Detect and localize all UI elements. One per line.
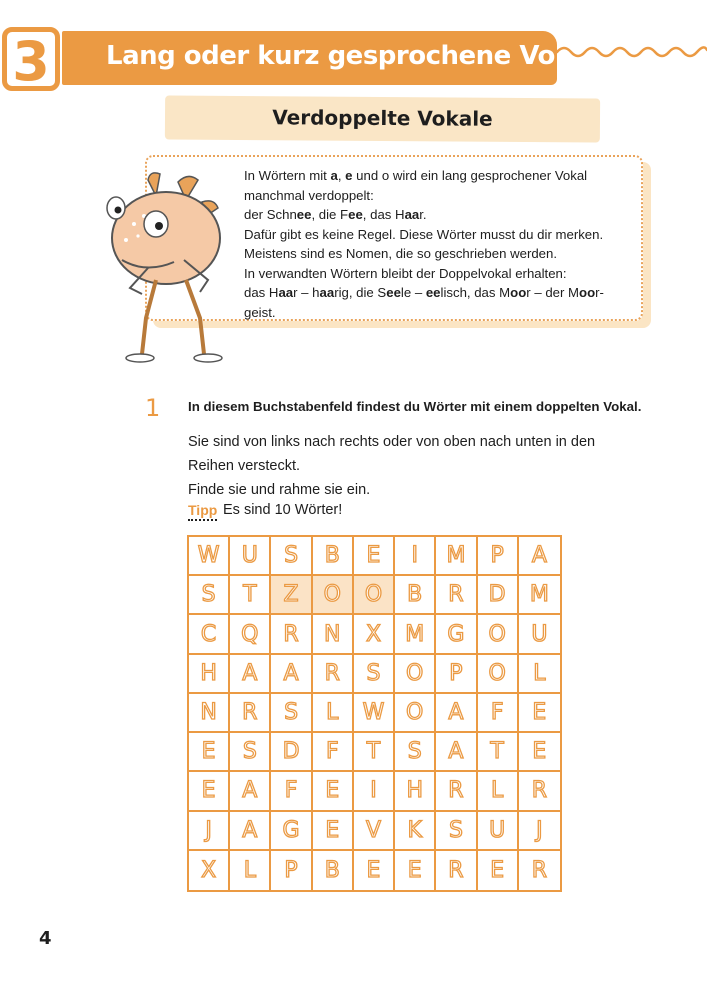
info-bold-segment: e bbox=[345, 168, 353, 183]
grid-cell[interactable]: T bbox=[230, 576, 271, 615]
grid-cell[interactable]: S bbox=[189, 576, 230, 615]
info-bold-segment: a bbox=[330, 168, 338, 183]
grid-cell[interactable]: R bbox=[531, 857, 548, 883]
grid-cell[interactable]: S bbox=[354, 655, 395, 694]
grid-cell[interactable]: E bbox=[354, 851, 395, 890]
grid-cell[interactable]: A bbox=[436, 733, 477, 772]
grid-cell[interactable]: U bbox=[519, 615, 560, 654]
grid-cell[interactable]: L bbox=[478, 772, 519, 811]
decorative-wave-line bbox=[557, 40, 707, 60]
grid-cell[interactable]: R bbox=[436, 772, 477, 811]
grid-cell[interactable]: T bbox=[354, 733, 395, 772]
info-line bbox=[244, 264, 644, 284]
grid-cell[interactable]: W bbox=[189, 537, 230, 576]
grid-cell[interactable]: M bbox=[395, 615, 436, 654]
exercise-number: 1 bbox=[145, 394, 161, 422]
grid-cell[interactable]: A bbox=[519, 537, 560, 576]
info-line bbox=[244, 205, 644, 225]
grid-cell[interactable]: R bbox=[230, 694, 271, 733]
info-segment: , bbox=[337, 168, 346, 183]
grid-cell[interactable]: O bbox=[395, 694, 436, 733]
grid-cell[interactable]: S bbox=[271, 537, 312, 576]
grid-cell[interactable]: M bbox=[519, 576, 560, 615]
grid-cell[interactable]: O bbox=[313, 576, 354, 615]
info-segment: der Schn bbox=[244, 207, 297, 222]
info-segment: manchmal verdoppelt: bbox=[244, 187, 374, 203]
tipp-text: Es sind 10 Wörter! bbox=[223, 502, 343, 518]
info-bold-segment: aa bbox=[404, 207, 420, 222]
grid-cell[interactable]: E bbox=[313, 812, 354, 851]
grid-cell[interactable]: H bbox=[189, 655, 230, 694]
info-segment: , die F bbox=[311, 207, 349, 222]
info-line bbox=[244, 283, 644, 303]
grid-cell[interactable]: N bbox=[189, 694, 230, 733]
page-number: 4 bbox=[39, 928, 52, 949]
info-bold-segment: aa bbox=[278, 285, 294, 300]
grid-cell[interactable]: S bbox=[436, 812, 477, 851]
info-segment: le – bbox=[400, 285, 426, 300]
grid-cell[interactable]: Z bbox=[271, 576, 312, 615]
info-bold-segment: ee bbox=[348, 207, 363, 222]
grid-cell[interactable]: A bbox=[436, 694, 477, 733]
info-line bbox=[244, 225, 644, 245]
grid-cell[interactable]: X bbox=[354, 615, 395, 654]
info-segment: In Wörtern mit bbox=[244, 168, 331, 183]
grid-cell[interactable]: S bbox=[395, 733, 436, 772]
grid-cell[interactable]: E bbox=[189, 733, 230, 772]
grid-cell[interactable]: E bbox=[395, 851, 436, 890]
grid-cell[interactable]: Q bbox=[230, 615, 271, 654]
info-segment: , das H bbox=[362, 207, 405, 222]
grid-cell[interactable]: S bbox=[230, 733, 271, 772]
grid-cell[interactable]: L bbox=[230, 851, 271, 890]
info-segment: und o wird ein lang gesprochener Vokal bbox=[352, 168, 588, 183]
grid-cell[interactable]: I bbox=[395, 537, 436, 576]
grid-cell[interactable]: B bbox=[313, 537, 354, 576]
exercise-heading: In diesem Buchstabenfeld findest du Wörter mit einem doppelten Vokal. bbox=[188, 399, 642, 414]
letter-grid bbox=[187, 535, 562, 892]
grid-cell[interactable]: R bbox=[313, 655, 354, 694]
info-segment: Dafür gibt es keine Regel. Diese Wörter musst du dir merken. bbox=[244, 226, 604, 242]
info-text bbox=[244, 166, 644, 322]
grid-cell[interactable]: L bbox=[313, 694, 354, 733]
grid-cell[interactable]: F bbox=[313, 733, 354, 772]
grid-cell[interactable]: O bbox=[354, 576, 395, 615]
info-segment: das H bbox=[244, 285, 279, 300]
info-bold-segment: ee bbox=[425, 285, 441, 300]
info-segment: r – h bbox=[293, 285, 320, 300]
grid-cell[interactable]: B bbox=[395, 576, 436, 615]
grid-cell[interactable]: G bbox=[271, 812, 312, 851]
instruction-line: Finde sie und rahme sie ein. bbox=[188, 482, 371, 498]
info-line bbox=[244, 166, 644, 186]
grid-cell[interactable]: D bbox=[271, 733, 312, 772]
info-line bbox=[244, 244, 644, 264]
grid-cell[interactable]: I bbox=[354, 772, 395, 811]
info-segment: In verwandten Wörtern bleibt der Doppelvokal erhalten: bbox=[244, 265, 567, 281]
mascot-illustration bbox=[96, 168, 241, 368]
subtitle: Verdoppelte Vokale bbox=[272, 105, 493, 131]
grid-cell[interactable]: U bbox=[230, 537, 271, 576]
grid-cell[interactable]: E bbox=[354, 537, 395, 576]
grid-cell[interactable]: P bbox=[271, 851, 312, 890]
grid-cell[interactable]: R bbox=[271, 615, 312, 654]
grid-cell[interactable]: U bbox=[478, 812, 519, 851]
info-segment: r. bbox=[419, 207, 427, 222]
grid-cell[interactable]: O bbox=[478, 615, 519, 654]
info-segment: geist. bbox=[244, 304, 276, 320]
grid-cell[interactable]: E bbox=[519, 733, 560, 772]
info-bold-segment: ee bbox=[386, 285, 401, 300]
grid-cell[interactable]: C bbox=[189, 615, 230, 654]
info-segment: r – der M bbox=[526, 285, 580, 300]
info-segment: Meistens sind es Nomen, die so geschrieben werden. bbox=[244, 246, 558, 261]
grid-cell[interactable]: K bbox=[395, 812, 436, 851]
grid-cell[interactable]: N bbox=[313, 615, 354, 654]
grid-cell[interactable]: O bbox=[395, 655, 436, 694]
grid-cell[interactable]: E bbox=[189, 772, 230, 811]
grid-cell[interactable]: J bbox=[189, 812, 230, 851]
grid-cell[interactable]: E bbox=[313, 772, 354, 811]
grid-cell[interactable]: R bbox=[519, 772, 560, 811]
info-bold-segment: ee bbox=[296, 207, 312, 222]
info-segment: rig, die S bbox=[334, 285, 387, 300]
info-bold-segment: oo bbox=[510, 285, 527, 300]
grid-cell[interactable]: G bbox=[436, 615, 477, 654]
grid-cell[interactable]: P bbox=[478, 537, 519, 576]
grid-cell[interactable]: H bbox=[395, 772, 436, 811]
info-bold-segment: oo bbox=[579, 285, 596, 300]
instruction-line: Reihen versteckt. bbox=[188, 458, 301, 474]
grid-cell[interactable]: J bbox=[519, 812, 560, 851]
chapter-number-box bbox=[2, 27, 60, 91]
info-segment: r- bbox=[595, 285, 604, 300]
grid-cell[interactable]: A bbox=[230, 772, 271, 811]
chapter-title-band bbox=[62, 31, 615, 85]
grid-cell[interactable]: E bbox=[478, 851, 519, 890]
chapter-title: Lang oder kurz gesprochene Vokale bbox=[106, 41, 615, 71]
grid-cell[interactable]: M bbox=[436, 537, 477, 576]
subtitle-band bbox=[165, 95, 600, 142]
tipp-label: Tipp bbox=[188, 502, 217, 521]
grid-cell[interactable]: O bbox=[478, 655, 519, 694]
grid-cell[interactable]: A bbox=[271, 655, 312, 694]
grid-cell[interactable]: E bbox=[519, 694, 560, 733]
info-bold-segment: aa bbox=[319, 285, 335, 300]
grid-cell[interactable]: V bbox=[354, 812, 395, 851]
grid-cell[interactable]: T bbox=[478, 733, 519, 772]
grid-cell[interactable]: X bbox=[189, 851, 230, 890]
info-segment: lisch, das M bbox=[440, 285, 511, 300]
info-line bbox=[244, 303, 644, 323]
grid-cell[interactable]: R bbox=[436, 576, 477, 615]
grid-cell[interactable]: F bbox=[271, 772, 312, 811]
grid-cell[interactable]: D bbox=[478, 576, 519, 615]
grid-cell[interactable]: A bbox=[230, 655, 271, 694]
grid-cell[interactable]: S bbox=[271, 694, 312, 733]
exercise-instructions bbox=[188, 430, 595, 502]
grid-cell[interactable]: W bbox=[354, 694, 395, 733]
chapter-number: 3 bbox=[12, 30, 50, 93]
grid-cell[interactable]: R bbox=[436, 851, 477, 890]
grid-cell[interactable]: B bbox=[313, 851, 354, 890]
grid-cell[interactable]: P bbox=[436, 655, 477, 694]
grid-cell[interactable]: A bbox=[230, 812, 271, 851]
instruction-line: Sie sind von links nach rechts oder von oben nach unten in den bbox=[188, 434, 596, 450]
grid-cell[interactable]: L bbox=[519, 655, 560, 694]
grid-cell[interactable]: F bbox=[478, 694, 519, 733]
info-line bbox=[244, 186, 644, 206]
